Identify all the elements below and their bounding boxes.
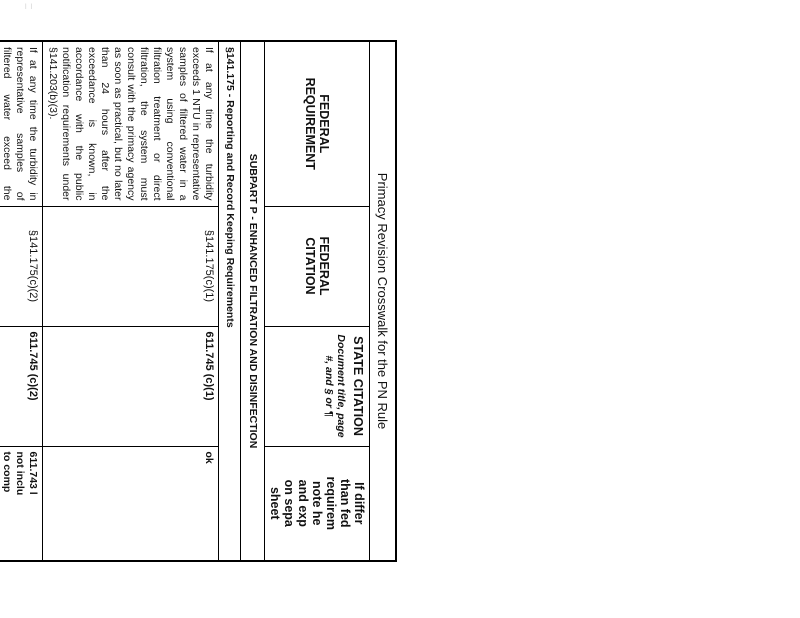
federal-citation: §141.175(c)(1) <box>43 206 219 326</box>
header-federal-requirement: FEDERAL REQUIREMENT <box>265 41 370 206</box>
section-row <box>219 41 241 561</box>
rotated-page <box>0 40 397 560</box>
scan-margin-mark: l l <box>25 4 34 11</box>
state-citation: 611.745 (c)(2) <box>0 326 43 446</box>
table-title-row <box>370 41 397 561</box>
document-title: Primacy Revision Crosswalk for the PN Rule <box>370 41 397 561</box>
subpart-row <box>241 41 265 561</box>
crosswalk-table <box>0 40 397 562</box>
requirement-text: If at any time the turbidity exceeds 1 NTU in representative samples of filtered water in a system using conventional filtration treatment or direct filtration, the system must consult with the primacy agency as soon as practical, but no later than 24 hours after the exceedance is known, in accordance with the public notification requirements under §141.203(b)(3). <box>43 41 219 206</box>
state-citation-note: Document title, page #, and § or ¶ <box>323 334 347 438</box>
requirement-text: If at any time the turbidity in representative samples of filtered water exceed the <box>0 41 43 206</box>
section-heading: §141.175 - Reporting and Record Keeping Requirements <box>219 41 241 561</box>
table-row <box>43 41 219 561</box>
table-header-row <box>265 41 370 561</box>
table-row <box>0 41 43 561</box>
header-federal-citation: FEDERAL CITATION <box>265 206 370 326</box>
comment: ok <box>43 446 219 561</box>
subpart-heading: SUBPART P - ENHANCED FILTRATION AND DISINFECTION <box>241 41 265 561</box>
federal-citation: §141.175(c)(2) <box>0 206 43 326</box>
state-citation-label: STATE CITATION <box>351 336 365 436</box>
comment: 611.743 l not inclu to comp <box>0 446 43 561</box>
header-difference-note: If differ than fed requirem note he and exp on sepa sheet <box>265 446 370 561</box>
header-state-citation <box>265 326 370 446</box>
state-citation: 611.745 (c)(1) <box>43 326 219 446</box>
